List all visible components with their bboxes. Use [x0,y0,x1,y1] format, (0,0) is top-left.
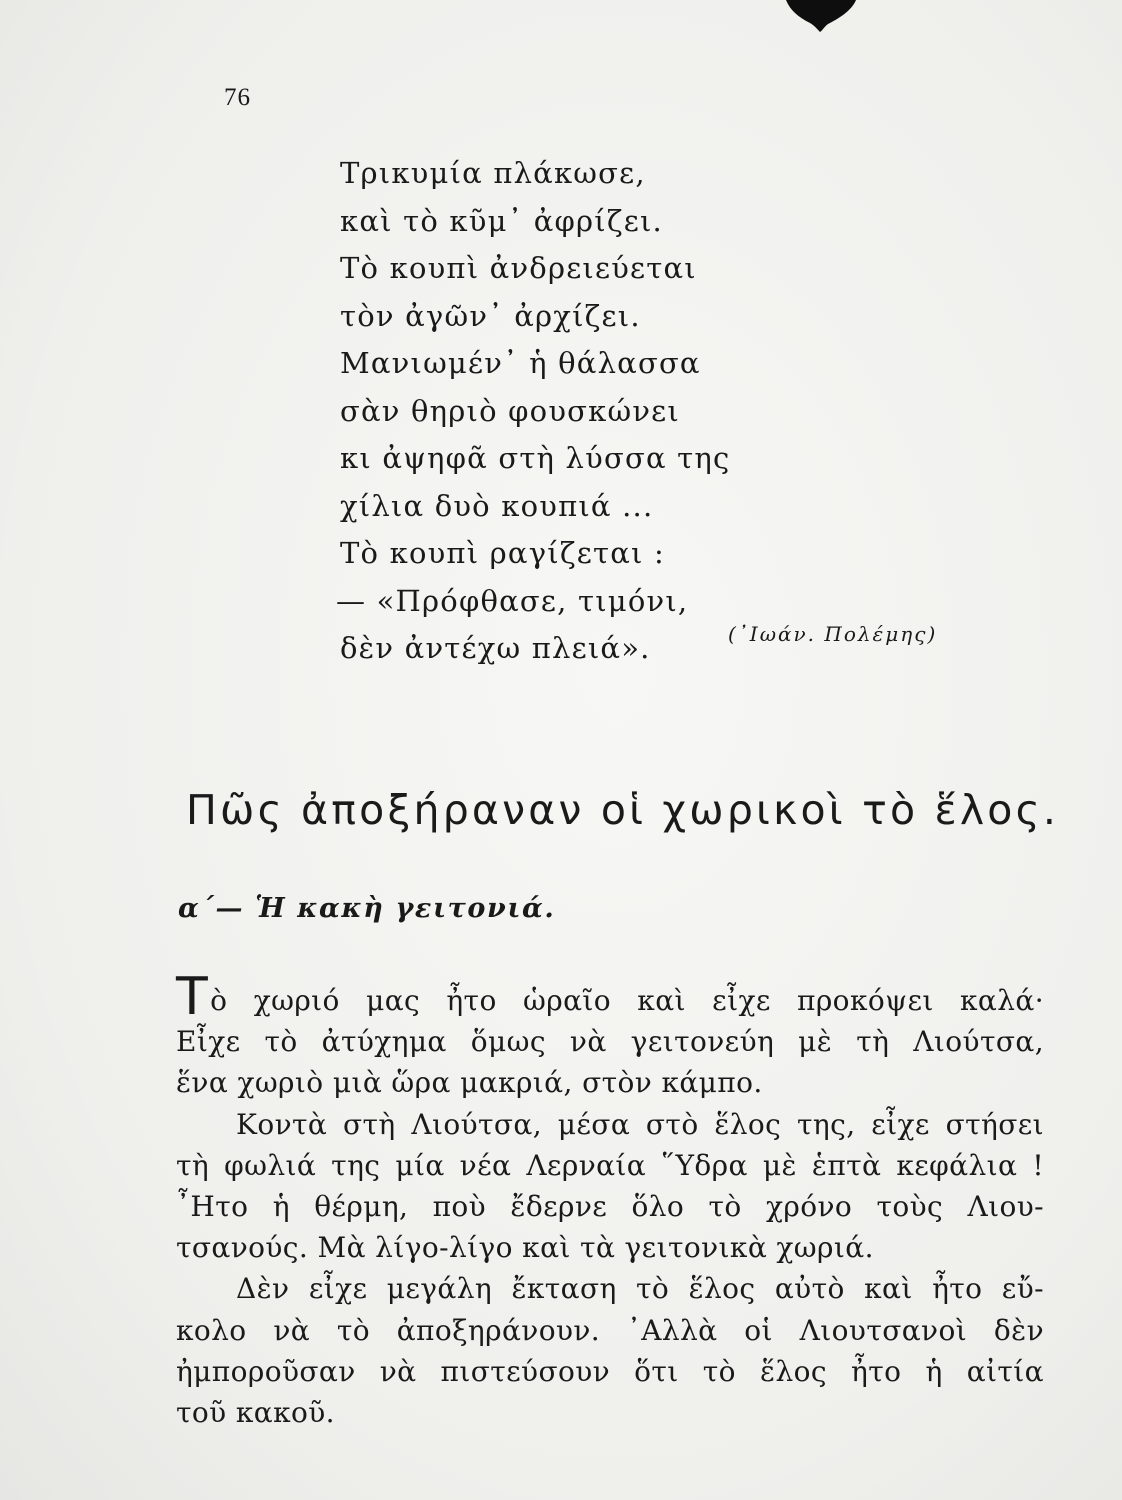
body-line-first-rest: ὸ χωριό μας ἦτο ὡραῖο καὶ εἶχε προκόψει καλά· [210,984,1044,1017]
poem-line: Τὸ κουπὶ ραγίζεται : [340,536,665,570]
poem-attribution: (᾽Ιωάν. Πολέμης) [728,622,938,646]
body-line: τοῦ κακοῦ. [176,1396,335,1430]
drop-cap: Τ [176,967,209,1027]
body-line: ῏Ητο ἡ θέρμη, ποὺ ἔδερνε ὅλο τὸ χρόνο τοὺς Λιου- [176,1190,1044,1224]
ink-blot-mark [782,0,860,32]
body-line: ἠμποροῦσαν νὰ πιστεύσουν ὅτι τὸ ἕλος ἦτο ἡ αἰτία [176,1354,1044,1388]
body-line: Δὲν εἶχε μεγάλη ἔκταση τὸ ἕλος αὐτὸ καὶ ἦτο εὔ- [236,1272,1044,1306]
body-line: Εἶχε τὸ ἀτύχημα ὅμως νὰ γειτονεύη μὲ τὴ Λιούτσα, [176,1025,1044,1059]
body-line: κολο νὰ τὸ ἀποξηράνουν. ᾽Αλλὰ οἱ Λιουτσανοὶ δὲν [176,1313,1044,1347]
poem-line: Μανιωμέν᾽ ἡ θάλασσα [340,346,701,380]
page-number: 76 [224,84,251,111]
body-line: Κοντὰ στὴ Λιούτσα, μέσα στὸ ἕλος της, εἶχε στήσει [236,1107,1044,1141]
body-line: τὴ φωλιά της μία νέα Λερναία ῞Υδρα μὲ ἑπτὰ κεφάλια ! [176,1148,1044,1182]
poem-line: — «Πρόφθασε, τιμόνι, [336,583,689,618]
poem-line: καὶ τὸ κῦμ᾽ ἀφρίζει. [340,203,663,238]
poem-line: σὰν θηριὸ φουσκώνει [340,393,680,428]
poem [336,150,731,673]
poem-line: Τρικυμία πλάκωσε, [340,156,646,190]
chapter-title: Πῶς ἀποξήραναν οἱ χωρικοὶ τὸ ἕλος. [186,786,1060,834]
body-line: ἕνα χωριὸ μιὰ ὥρα μακριά, στὸν κάμπο. [176,1066,763,1100]
body-line-first [176,967,1044,1027]
body-text [176,967,1044,1433]
poem-line: τὸν ἀγῶν᾽ ἀρχίζει. [340,298,641,333]
poem-line: χίλια δυὸ κουπιά ... [340,488,654,523]
poem-line: κι ἀψηφᾶ στὴ λύσσα της [340,441,731,475]
body-line: τσανούς. Μὰ λίγο-λίγο καὶ τὰ γειτονικὰ χωριά. [176,1231,874,1265]
poem-line: Τὸ κουπὶ ἀνδρειεύεται [340,251,697,285]
section-heading: α΄— Ἡ κακὴ γειτονιά. [178,893,556,924]
poem-line: δὲν ἀντέχω πλειά». [340,631,651,665]
